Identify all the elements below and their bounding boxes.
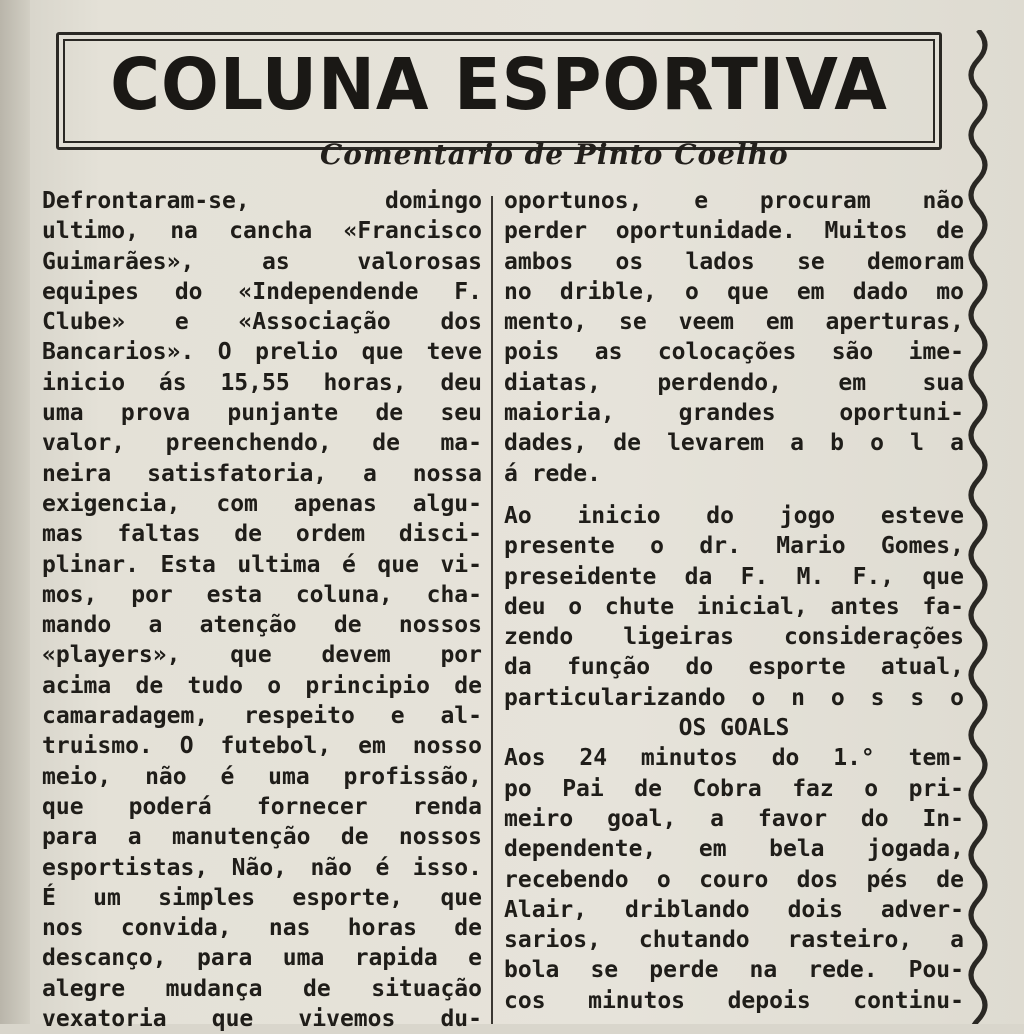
article-line: Guimarães», as valorosas bbox=[42, 248, 482, 275]
article-line: po Pai de Cobra faz o pri- bbox=[504, 775, 964, 802]
article-line: zendo ligeiras considerações bbox=[504, 624, 964, 651]
article-line: pois as colocações são ime- bbox=[504, 339, 964, 366]
article-line: dades, de levarem a b o l a bbox=[504, 430, 964, 457]
article-line: Alair, driblando dois adver- bbox=[504, 896, 964, 923]
article-line: sarios, chutando rasteiro, a bbox=[504, 927, 964, 954]
article-line: maioria, grandes oportuni- bbox=[504, 400, 964, 427]
article-line: valor, preenchendo, de ma- bbox=[42, 430, 482, 457]
article-line: equipes do «Independende F. bbox=[42, 278, 482, 305]
article-line: presente o dr. Mario Gomes, bbox=[504, 533, 964, 560]
article-line: exigencia, com apenas algu- bbox=[42, 490, 482, 517]
article-line: bola se perde na rede. Pou- bbox=[504, 957, 964, 984]
article-line: neira satisfatoria, a nossa bbox=[42, 460, 482, 487]
article-line: Ao inicio do jogo esteve bbox=[504, 502, 964, 529]
article-line: mando a atenção de nossos bbox=[42, 612, 482, 639]
article-line: camaradagem, respeito e al- bbox=[42, 703, 482, 730]
article-line: «players», que devem por bbox=[42, 642, 482, 669]
article-right-column bbox=[504, 186, 964, 1016]
article-line: mos, por esta coluna, cha- bbox=[42, 581, 482, 608]
article-line: alegre mudança de situação bbox=[42, 975, 482, 1002]
article-line: vexatoria que vivemos du- bbox=[42, 1006, 482, 1033]
article-line: mas faltas de ordem disci- bbox=[42, 521, 482, 548]
article-left-column bbox=[42, 186, 482, 1034]
decorative-wavy-border bbox=[958, 30, 998, 1024]
article-line: á rede. bbox=[504, 460, 601, 487]
article-line: truismo. O futebol, em nosso bbox=[42, 733, 482, 760]
article-line: Defrontaram-se, domingo bbox=[42, 188, 482, 214]
article-line: plinar. Esta ultima é que vi- bbox=[42, 551, 482, 578]
article-line: diatas, perdendo, em sua bbox=[504, 369, 964, 396]
article-line: esportistas, Não, não é isso. bbox=[42, 854, 482, 881]
page-spine bbox=[0, 0, 30, 1024]
article-line: da função do esporte atual, bbox=[504, 654, 964, 681]
article-line: que poderá fornecer renda bbox=[42, 793, 482, 820]
column-divider bbox=[491, 196, 493, 1024]
article-line: preseidente da F. M. F., que bbox=[504, 563, 964, 590]
article-line: oportunos, e procuram não bbox=[504, 188, 964, 214]
article-line: Aos 24 minutos do 1.° tem- bbox=[504, 745, 964, 772]
article-line: perder oportunidade. Muitos de bbox=[504, 218, 964, 245]
section-subheading: OS GOALS bbox=[678, 715, 790, 742]
article-line: acima de tudo o principio de bbox=[42, 672, 482, 699]
article-line: ultimo, na cancha «Francisco bbox=[42, 218, 482, 245]
article-line: É um simples esporte, que bbox=[42, 884, 482, 911]
article-line: dependente, em bela jogada, bbox=[504, 836, 964, 863]
article-line: mento, se veem em aperturas, bbox=[504, 309, 964, 336]
article-line: descanço, para uma rapida e bbox=[42, 945, 482, 972]
article-line: recebendo o couro dos pés de bbox=[504, 866, 964, 893]
article-line: Bancarios». O prelio que teve bbox=[42, 339, 482, 366]
column-title: COLUNA ESPORTIVA bbox=[110, 44, 888, 127]
article-line: particularizando o n o s s o bbox=[504, 684, 964, 711]
article-line: meio, não é uma profissão, bbox=[42, 763, 482, 790]
byline: Comentario de Pinto Coelho bbox=[320, 138, 789, 171]
article-line: uma prova punjante de seu bbox=[42, 400, 482, 427]
article-line: cos minutos depois continu- bbox=[504, 987, 964, 1014]
article-line: meiro goal, a favor do In- bbox=[504, 805, 964, 832]
article-line: nos convida, nas horas de bbox=[42, 915, 482, 942]
article-line: no drible, o que em dado mo bbox=[504, 278, 964, 305]
article-line: para a manutenção de nossos bbox=[42, 824, 482, 851]
masthead bbox=[50, 18, 948, 156]
article-line: Clube» e «Associação dos bbox=[42, 309, 482, 336]
article-line: ambos os lados se demoram bbox=[504, 248, 964, 275]
article-line: deu o chute inicial, antes fa- bbox=[504, 593, 964, 620]
article-line: inicio ás 15,55 horas, deu bbox=[42, 369, 482, 396]
